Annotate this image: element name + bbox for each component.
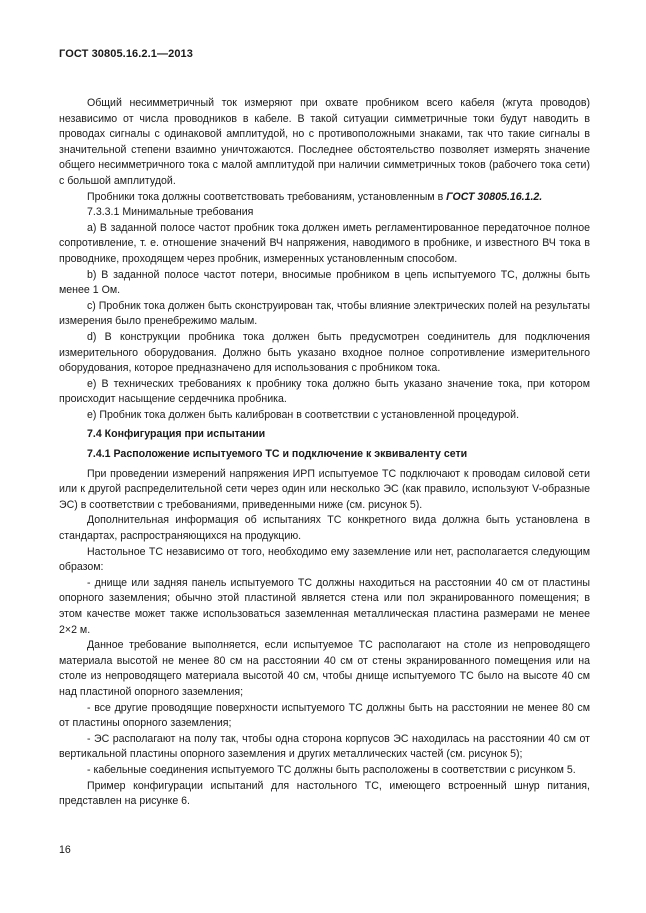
document-header: ГОСТ 30805.16.2.1—2013	[59, 48, 193, 60]
paragraph-example-configuration: Пример конфигурации испытаний для настольного ТС, имеющего встроенный шнур питания, представлен на рисунке 6.	[59, 779, 590, 808]
paragraph-common-mode-current: Общий несимметричный ток измеряют при охвате пробником всего кабеля (жгута проводов) независимо от числа проводников в кабеле. В такой ситуации симметричные токи будут наводить в проводах сигналы с одинаковой амплитудой, но с противоположными знаками, так что такие сигналы в значительной степени взаимно уничтожаются. Последнее обстоятельство позволяет измерять значение общего несимметричного тока с малой амплитудой при наличии симметричных токов (рабочего тока сети) с большой амплитудой.	[59, 97, 590, 187]
list-item-conductive-surfaces: - все другие проводящие поверхности испытуемого ТС должны быть на расстоянии не менее 80 см от пластины опорного заземления;	[59, 701, 590, 730]
paragraph-additional-info: Дополнительная информация об испытаниях ТС конкретного вида должна быть установлена в стандартах, распространяющихся на продукцию.	[59, 514, 590, 543]
paragraph-probe-requirements	[59, 190, 590, 206]
paragraph-measurement-setup: При проведении измерений напряжения ИРП испытуемое ТС подключают к проводам силовой сети или к другой распределительной сети через один или несколько ЭС (как правило, используют V-образные ЭС) в соответствии с требованиями, приведенными ниже (см. рисунок 5).	[59, 467, 590, 511]
requirement-e-calibration: е) Пробник тока должен быть калиброван в соответствии с установленной процедурой.	[87, 408, 520, 421]
subsection-heading-eut-arrangement: 7.4.1 Расположение испытуемого ТС и подключение к эквиваленту сети	[87, 448, 468, 461]
list-item-lisn-placement: - ЭС располагают на полу так, чтобы одна сторона корпусов ЭС находилась на расстоянии 40 см от вертикальной пластины опорного заземления и других металлических частей (см. рисунок 5);	[59, 732, 590, 761]
paragraph-table-placement: Данное требование выполняется, если испытуемое ТС располагают на столе из непроводящего материала высотой не менее 80 см на расстоянии 40 см от стены экранированного помещения или на столе из непроводящего материала высотой 40 см, чтобы днище испытуемого ТС было на высоте 40 см над пластиной опорного заземления;	[59, 639, 590, 698]
paragraph-probe-requirements-text: Пробники тока должны соответствовать требованиям, установленным в	[87, 190, 447, 203]
section-heading-test-configuration: 7.4 Конфигурация при испытании	[87, 428, 266, 441]
requirement-a: а) В заданной полосе частот пробник тока должен иметь регламентированное передаточное полное сопротивление, т. е. отношение значений ВЧ напряжения, наводимого в пробнике, и известного ВЧ тока в проводнике, проходящем через пробник, измеренных установленным способом.	[59, 221, 590, 265]
requirement-e-saturation: е) В технических требованиях к пробнику тока должно быть указано значение тока, при котором происходит насыщение сердечника пробника.	[59, 377, 590, 406]
standard-reference: ГОСТ 30805.16.1.2.	[446, 190, 543, 203]
requirement-c: с) Пробник тока должен быть сконструирован так, чтобы влияние электрических полей на результаты измерения было пренебрежимо малым.	[59, 299, 590, 328]
document-body	[59, 96, 590, 810]
paragraph-tabletop-eut: Настольное ТС независимо от того, необходимо ему заземление или нет, располагается следующим образом:	[59, 545, 590, 574]
requirement-d: d) В конструкции пробника тока должен быть предусмотрен соединитель для подключения измерительного оборудования. Должно быть указано входное полное сопротивление измерительного оборудования, которое предназначено для использования с пробником тока.	[59, 330, 590, 375]
page-number: 16	[59, 844, 71, 856]
requirement-b: b) В заданной полосе частот потери, вносимые пробником в цепь испытуемого ТС, должны быть менее 1 Ом.	[59, 268, 590, 297]
subsection-minimum-requirements: 7.3.3.1 Минимальные требования	[87, 206, 254, 219]
list-item-eut-distance: - днище или задняя панель испытуемого ТС должны находиться на расстоянии 40 см от пластины опорного заземления; обычно этой пластиной является стена или пол экранированного помещения; в этом качестве может также использоваться заземленная металлическая пластина размерами не менее 2×2 м.	[59, 576, 590, 636]
list-item-cable-connections: - кабельные соединения испытуемого ТС должны быть расположены в соответствии с рисунком 5.	[87, 763, 576, 776]
